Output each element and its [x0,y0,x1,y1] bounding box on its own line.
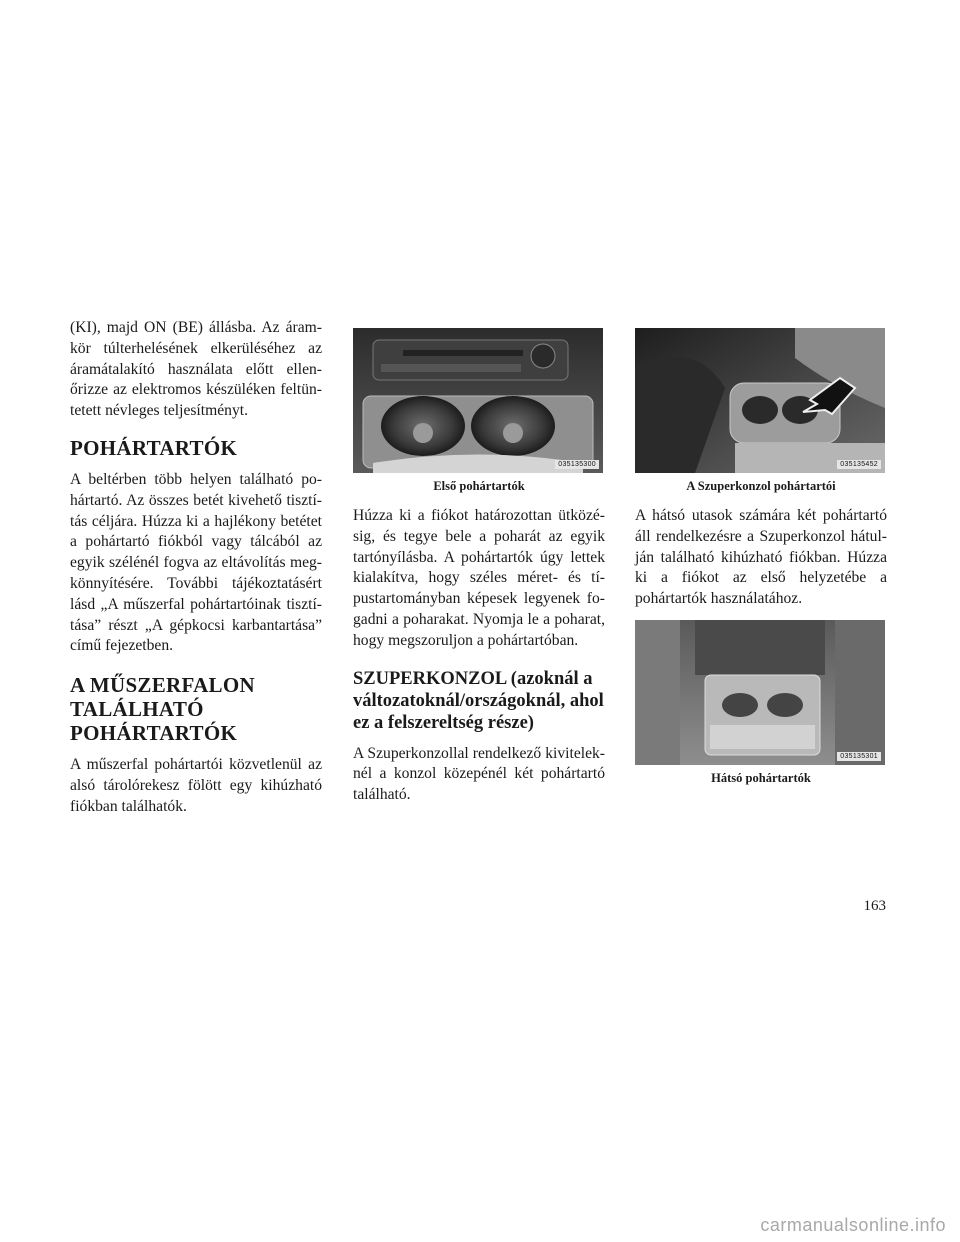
front-cupholders-image [353,328,603,473]
rear-cupholders-image [635,620,885,765]
paragraph-superconsole: A Szuperkonzollal rendelkező kiviteleknél a konzol közepénél két pohártartó található. [353,744,605,804]
paragraph-continuation: (KI), majd ON (BE) állásba. Az áramkör túlterhelésének elkerüléséhez az áramátalakító használata előtt ellenőrizze az elektromos készüléken feltüntetett névleges teljesítményt. [70,319,322,420]
rear-cupholders-figure [635,620,885,765]
heading-instrument-panel-cupholders: A MŰSZERFALON TALÁLHATÓ POHÁRTARTÓK [70,673,255,746]
column-right [635,318,887,798]
figure-id: 035135452 [837,460,881,469]
caption-front-cupholders: Első pohártartók [433,479,525,493]
column-left [70,318,322,818]
heading-superconsole: SZUPERKONZOL (azoknál a változatoknál/országoknál, ahol ez a felszereltség része) [353,668,604,733]
paragraph-rear-cupholders: A hátsó utasok számára két pohártartó áll rendelkezésre a Szuperkonzol hátulján található kihúzható fiókban. Húzza ki a fiókot az első helyzetébe a pohártartók használatához. [635,507,887,608]
caption-superconsole-cupholders: A Szuperkonzol pohártartói [686,479,836,493]
column-middle [353,318,605,806]
front-cupholders-figure [353,328,603,473]
heading-cupholders: POHÁRTARTÓK [70,435,238,460]
paragraph-cupholders: A beltérben több helyen található pohártartó. Az összes betét kivehető tisztítás céljára. Húzza ki a hajlékony betétet a pohártartó fiókból vagy tálcából az egyik szélénél fogva az eltávolítás megkönnyítésére. További tájékoztatásért lásd „A műszerfal pohártartóinak tisztítása” részt „A gépkocsi karbantartása” című fejezetben. [70,470,322,655]
figure-id: 035135300 [555,460,599,469]
paragraph-drawer: Húzza ki a fiókot határozottan ütközésig, és tegye bele a poharát az egyik tartónyílásba. A pohártartók úgy lettek kialakítva, hogy széles méret- és típustartományban képesek legyenek fogadni a poharakat. Nyomja le a poharat, hogy megszoruljon a pohártartóban. [353,507,605,649]
superconsole-cupholders-figure [635,328,885,473]
superconsole-cupholders-image [635,328,885,473]
page-number: 163 [863,898,886,914]
paragraph-instrument-panel-cupholders: A műszerfal pohártartói közvetlenül az alsó tárolórekesz fölött egy kihúzható fiókban találhatók. [70,756,322,815]
caption-rear-cupholders: Hátsó pohártartók [711,770,811,785]
watermark: carmanualsonline.info [760,1215,946,1235]
figure-id: 035135301 [837,752,881,761]
